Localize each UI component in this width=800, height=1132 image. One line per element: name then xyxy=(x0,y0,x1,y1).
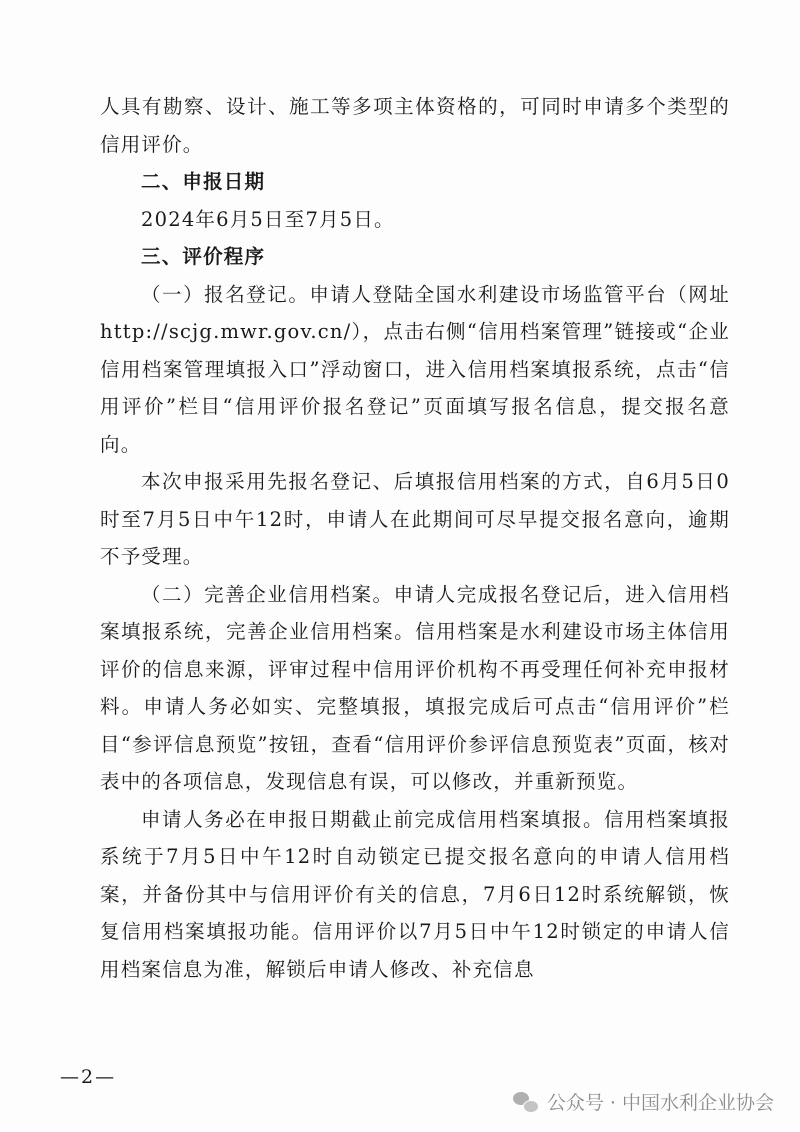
document-body xyxy=(100,88,730,988)
wechat-icon xyxy=(513,1091,539,1113)
page-number: —2— xyxy=(60,1066,117,1088)
watermark xyxy=(513,1088,774,1115)
heading-evaluation-procedure: 三、评价程序 xyxy=(141,245,266,268)
paragraph-registration: （一）报名登记。申请人登陆全国水利建设市场监管平台（网址 http://scjg.mwr.gov.cn/），点击右侧“信用档案管理”链接或“企业信用档案管理填报入口”浮动窗口，进入信用档案填报系统，点击“信用评价”栏目“信用评价报名登记”页面填写报名信息，提交报名意向。 xyxy=(100,282,730,456)
watermark-text: 公众号 · 中国水利企业协会 xyxy=(546,1092,774,1114)
heading-application-dates: 二、申报日期 xyxy=(141,170,266,193)
paragraph-intro: 人具有勘察、设计、施工等多项主体资格的，可同时申请多个类型的信用评价。 xyxy=(100,95,730,156)
paragraph-dates: 2024年6月5日至7月5日。 xyxy=(141,207,395,231)
paragraph-deadline: 申请人务必在申报日期截止前完成信用档案填报。信用档案填报系统于7月5日中午12时自动锁定已提交报名意向的申请人信用档案，并备份其中与信用评价有关的信息，7月6日12时系统解锁，恢复信用档案填报功能。信用评价以7月5日中午12时锁定的申请人信用档案信息为准，解锁后申请人修改、补充信息 xyxy=(100,807,730,981)
paragraph-registration-method: 本次申报采用先报名登记、后填报信用档案的方式，自6月5日0时至7月5日中午12时，申请人在此期间可尽早提交报名意向，逾期不予受理。 xyxy=(100,470,730,568)
paragraph-credit-archive: （二）完善企业信用档案。申请人完成报名登记后，进入信用档案填报系统，完善企业信用档案。信用档案是水利建设市场主体信用评价的信息来源，评审过程中信用评价机构不再受理任何补充申报材料。申请人务必如实、完整填报，填报完成后可点击“信用评价”栏目“参评信息预览”按钮，查看“信用评价参评信息预览表”页面，核对表中的各项信息，发现信息有误，可以修改，并重新预览。 xyxy=(100,582,730,793)
